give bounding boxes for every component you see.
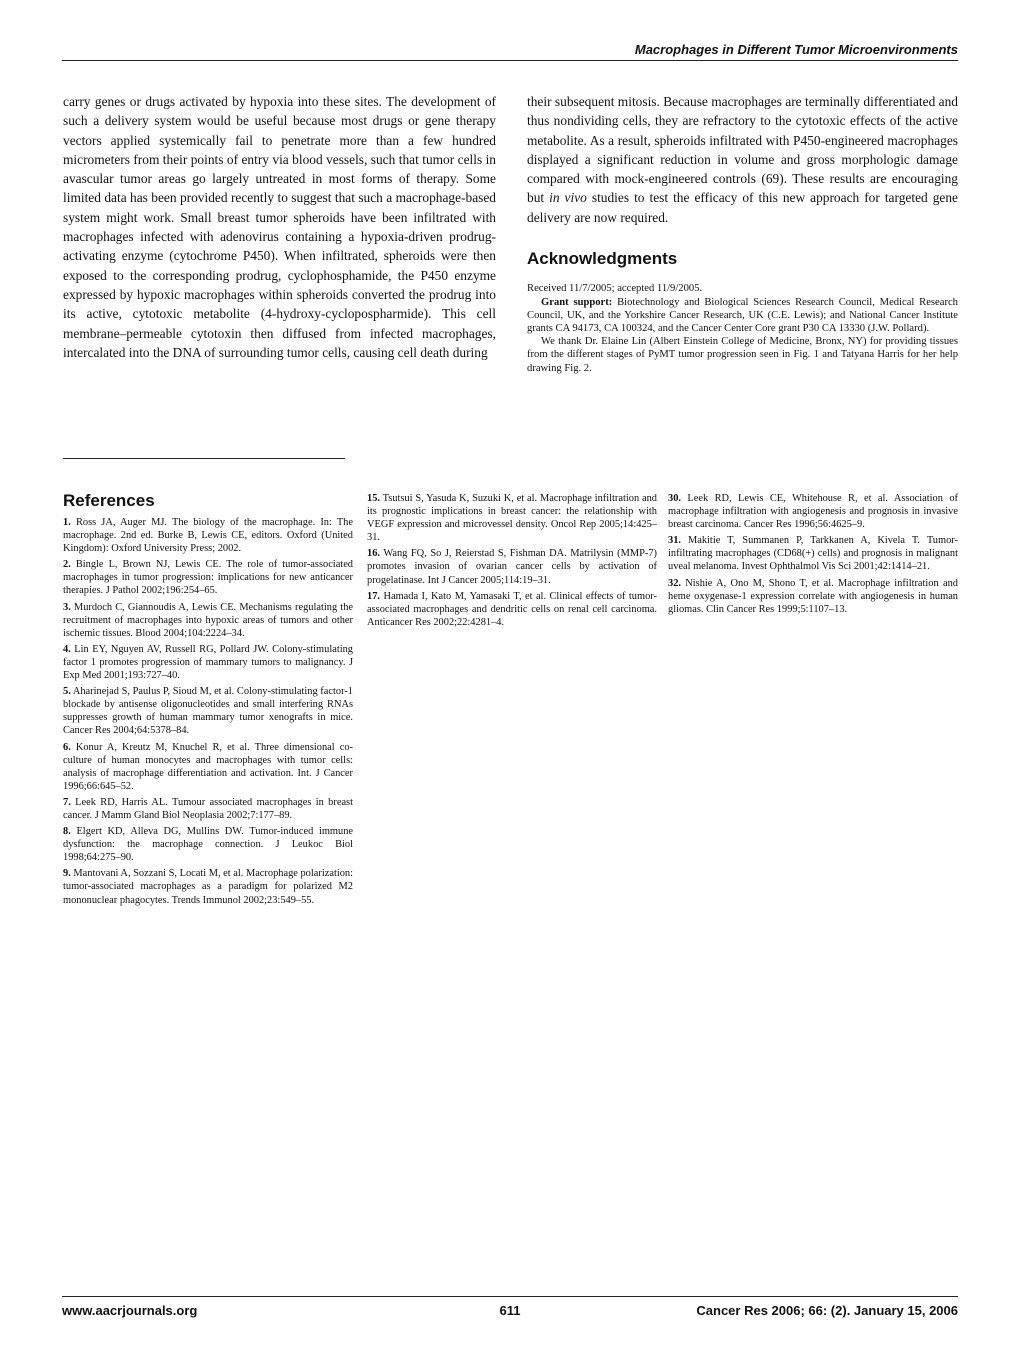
body-italic-term: in vivo	[549, 190, 587, 206]
reference-item: 9. Mantovani A, Sozzani S, Locati M, et al. Macrophage polarization: tumor-associated macrophages as a paradigm for polarized M2 mononuclear phagocytes. Trends Immunol 2002;23:549–55.	[63, 868, 353, 906]
reference-item: 4. Lin EY, Nguyen AV, Russell RG, Pollard JW. Colony-stimulating factor 1 promotes progression of mammary tumors to malignancy. J Exp Med 2001;193:727–40.	[63, 643, 353, 682]
references-column-1	[63, 516, 353, 910]
section-divider	[63, 458, 345, 459]
acknowledgments-heading: Acknowledgments	[527, 249, 678, 269]
received-line: Received 11/7/2005; accepted 11/9/2005.	[527, 283, 703, 295]
acknowledgments-section	[527, 282, 958, 374]
body-paragraph-left: carry genes or drugs activated by hypoxia into these sites. The development of such a delivery system would be useful because most drugs or gene therapy vectors applied systemically fail to penetrate more than a few hundred micrometers from their points of entry via blood vessels, such that tumor cells in avascular tumor areas go largely untreated in most forms of therapy. Some limited data has been provided recently to suggest that such a macrophage-based system might work. Small breast tumor spheroids have been infiltrated with macrophages infected with adenovirus containing a hypoxia-driven prodrug-activating enzyme (cytochrome P450). When infiltrated, spheroids were then exposed to the corresponding prodrug, cyclophosphamide, the P450 enzyme expressed by hypoxic macrophages within spheroids converted the prodrug into its active, cytotoxic metabolite (4-hydroxy-cyclopospharmide). This cell membrane–permeable cytotoxin then diffused from infected macrophages, intercalated into the DNA of surrounding tumor cells, causing cell death during	[63, 94, 496, 360]
reference-item: 17. Hamada I, Kato M, Yamasaki T, et al. Clinical effects of tumor-associated macrophages and dendritic cells on renal cell carcinoma. Anticancer Res 2002;22:4281–4.	[367, 590, 657, 628]
page-footer	[62, 1296, 958, 1318]
references-column-2	[367, 492, 657, 632]
grant-support-label: Grant support:	[541, 296, 613, 308]
grant-support	[527, 296, 958, 336]
reference-item: 5. Aharinejad S, Paulus P, Sioud M, et al. Colony-stimulating factor-1 blockade by antisense oligonucleotides and small interfering RNAs suppresses growth of human mammary tumor xenografts in mice. Cancer Res 2004;64:5378–84.	[63, 686, 353, 737]
body-paragraph-right	[527, 92, 958, 227]
footer-citation: Cancer Res 2006; 66: (2). January 15, 2006	[696, 1303, 958, 1318]
reference-item: 32. Nishie A, Ono M, Shono T, et al. Macrophage infiltration and heme oxygenase-1 expression correlate with angiogenesis in human gliomas. Clin Cancer Res 1999;5:1107–13.	[668, 577, 958, 615]
reference-item: 3. Murdoch C, Giannoudis A, Lewis CE. Mechanisms regulating the recruitment of macrophages into hypoxic areas of tumors and other ischemic tissues. Blood 2004;104:2224–34.	[63, 601, 353, 639]
page-number: 611	[499, 1303, 521, 1318]
footer-url[interactable]: www.aacrjournals.org	[62, 1303, 198, 1318]
reference-item: 7. Leek RD, Harris AL. Tumour associated macrophages in breast cancer. J Mamm Gland Biol Neoplasia 2002;7:177–89.	[63, 796, 353, 821]
reference-item: 8. Elgert KD, Alleva DG, Mullins DW. Tumor-induced immune dysfunction: the macrophage connection. J Leukoc Biol 1998;64:275–90.	[63, 826, 353, 864]
reference-item: 1. Ross JA, Auger MJ. The biology of the macrophage. In: The macrophage. 2nd ed. Burke B, Lewis CE, editors. Oxford (United Kingdom): Oxford University Press; 2002.	[63, 517, 353, 555]
reference-item: 16. Wang FQ, So J, Reierstad S, Fishman DA. Matrilysin (MMP-7) promotes invasion of ovarian cancer cells by activation of progelatinase. Int J Cancer 2005;114:19–31.	[367, 548, 657, 586]
grant-support-text: Biotechnology and Biological Sciences Research Council, Medical Research Council, UK, and the Yorkshire Cancer Research, UK (C.E. Lewis); and National Cancer Institute grants CA 94173, CA 100324, and the Cancer Center Core grant P30 CA 13330 (J.W. Pollard).	[527, 296, 958, 334]
reference-item: 2. Bingle L, Brown NJ, Lewis CE. The role of tumor-associated macrophages in tumor progression: implications for new anticancer therapies. J Pathol 2002;196:254–65.	[63, 559, 353, 597]
reference-item: 30. Leek RD, Lewis CE, Whitehouse R, et al. Association of macrophage infiltration with angiogenesis and prognosis in invasive breast carcinoma. Cancer Res 1996;56:4625–9.	[668, 493, 958, 531]
reference-item: 6. Konur A, Kreutz M, Knuchel R, et al. Three dimensional co-culture of human monocytes and macrophages with tumor cells: analysis of macrophage differentiation and activation. Int. J Cancer 1996;66:645–52.	[63, 741, 353, 792]
references-heading: References	[63, 491, 155, 510]
body-right-column	[527, 92, 958, 375]
reference-item: 31. Makitie T, Summanen P, Tarkkanen A, Kivela T. Tumor-infiltrating macrophages (CD68(+) cells) and prognosis in malignant uveal melanoma. Invest Ophthalmol Vis Sci 2001;42:1414–21.	[668, 535, 958, 573]
reference-item: 15. Tsutsui S, Yasuda K, Suzuki K, et al. Macrophage infiltration and its prognostic implications in breast cancer: the relationship with VEGF expression and microvessel density. Oncol Rep 2005;14:425–31.	[367, 493, 657, 544]
references-column-3	[668, 492, 958, 619]
body-left-column	[63, 92, 496, 362]
running-title: Macrophages in Different Tumor Microenvironments	[62, 42, 958, 61]
body-text: studies to test the efficacy of this new approach for targeted gene delivery are now required.	[527, 190, 958, 225]
body-text: their subsequent mitosis. Because macrophages are terminally differentiated and thus nondividing cells, they are refractory to the cytotoxic effects of the active metabolite. As a result, spheroids infiltrated with P450-engineered macrophages displayed a significant reduction in volume and gross morphologic damage compared with mock-engineered controls (69). These results are encouraging but	[527, 94, 958, 206]
thanks-paragraph: We thank Dr. Elaine Lin (Albert Einstein College of Medicine, Bronx, NY) for providing tissues from the different stages of PyMT tumor progression seen in Fig. 1 and Tatyana Harris for her help drawing Fig. 2.	[527, 336, 958, 374]
